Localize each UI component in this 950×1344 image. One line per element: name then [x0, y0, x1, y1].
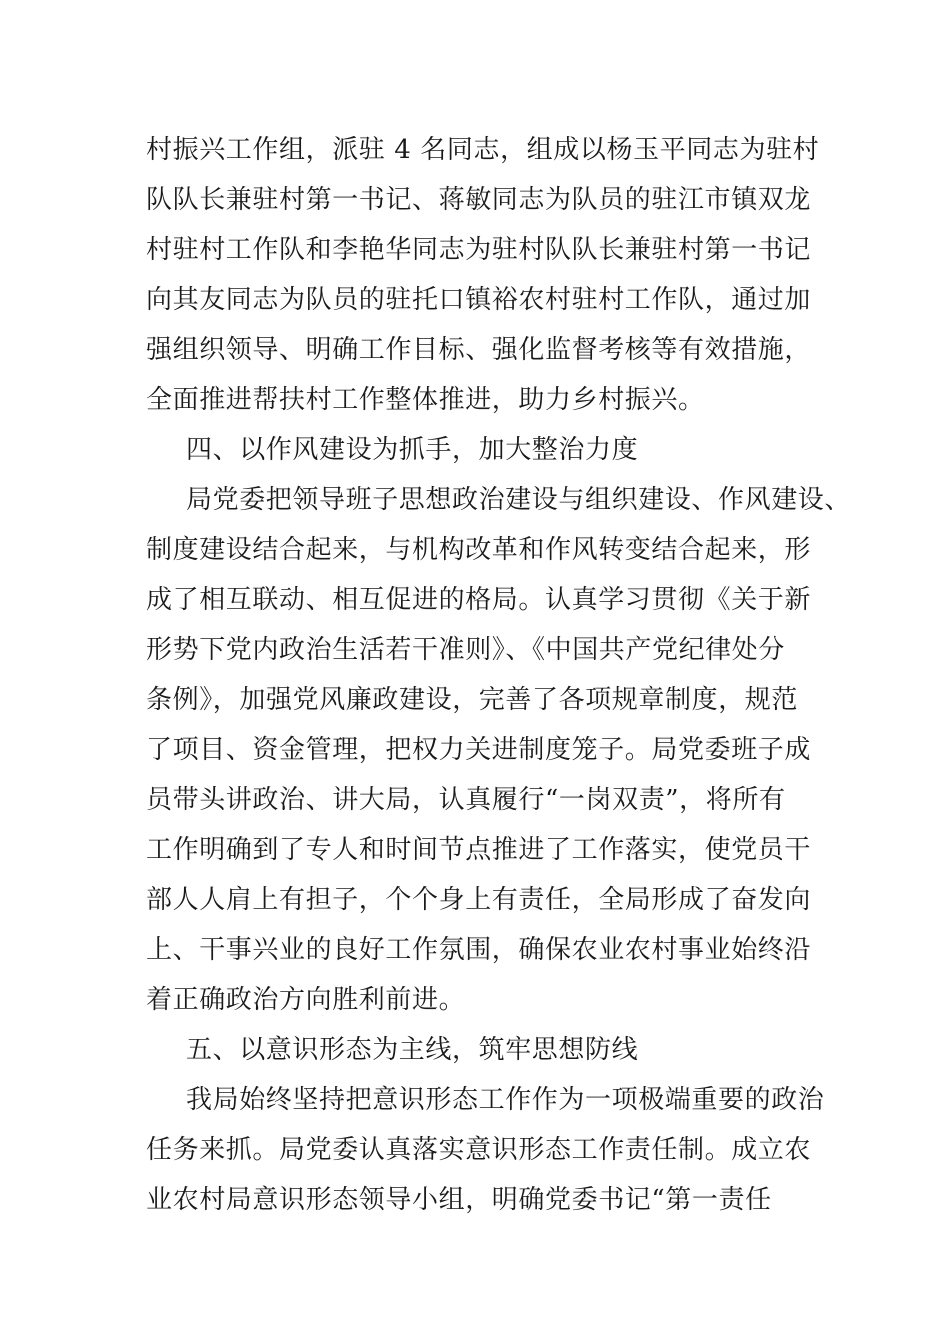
text-line: 工作明确到了专人和时间节点推进了工作落实，使党员干 [146, 835, 812, 865]
text-line: 着正确政治方向胜利前进。 [146, 985, 466, 1015]
text-line: 了项目、资金管理，把权力关进制度笼子。局党委班子成 [146, 735, 812, 765]
text-line: 村驻村工作队和李艳华同志为驻村队队长兼驻村第一书记 [146, 235, 812, 265]
section-heading-5: 五、以意识形态为主线，筑牢思想防线 [186, 1035, 639, 1065]
text-line: 强组织领导、明确工作目标、强化监督考核等有效措施， [146, 335, 812, 365]
text-line: 任务来抓。局党委认真落实意识形态工作责任制。成立农 [146, 1135, 812, 1165]
text-line: 队队长兼驻村第一书记、蒋敏同志为队员的驻江市镇双龙 [146, 185, 812, 215]
text-line: 全面推进帮扶村工作整体推进，助力乡村振兴。 [146, 385, 705, 415]
text-line: 员带头讲政治、讲大局，认真履行“一岗双责”，将所有 [146, 785, 786, 815]
paragraph-start-line: 我局始终坚持把意识形态工作作为一项极端重要的政治 [186, 1085, 825, 1115]
text-line: 制度建设结合起来，与机构改革和作风转变结合起来，形 [146, 535, 812, 565]
text-line: 形势下党内政治生活若干准则》、《中国共产党纪律处分 [146, 635, 786, 665]
text-line: 向其友同志为队员的驻托口镇裕农村驻村工作队，通过加 [146, 285, 812, 315]
text-line: 业农村局意识形态领导小组，明确党委书记“第一责任 [146, 1185, 772, 1215]
text-line: 条例》，加强党风廉政建设，完善了各项规章制度，规范 [146, 685, 799, 715]
text-line: 上、干事兴业的良好工作氛围，确保农业农村事业始终沿 [146, 935, 812, 965]
paragraph-start-line: 局党委把领导班子思想政治建设与组织建设、作风建设、 [186, 485, 852, 515]
text-line: 成了相互联动、相互促进的格局。认真学习贯彻《关于新 [146, 585, 812, 615]
text-line: 部人人肩上有担子，个个身上有责任，全局形成了奋发向 [146, 885, 812, 915]
text-line: 村振兴工作组，派驻 4 名同志，组成以杨玉平同志为驻村 [146, 135, 820, 165]
section-heading-4: 四、以作风建设为抓手，加大整治力度 [186, 435, 639, 465]
